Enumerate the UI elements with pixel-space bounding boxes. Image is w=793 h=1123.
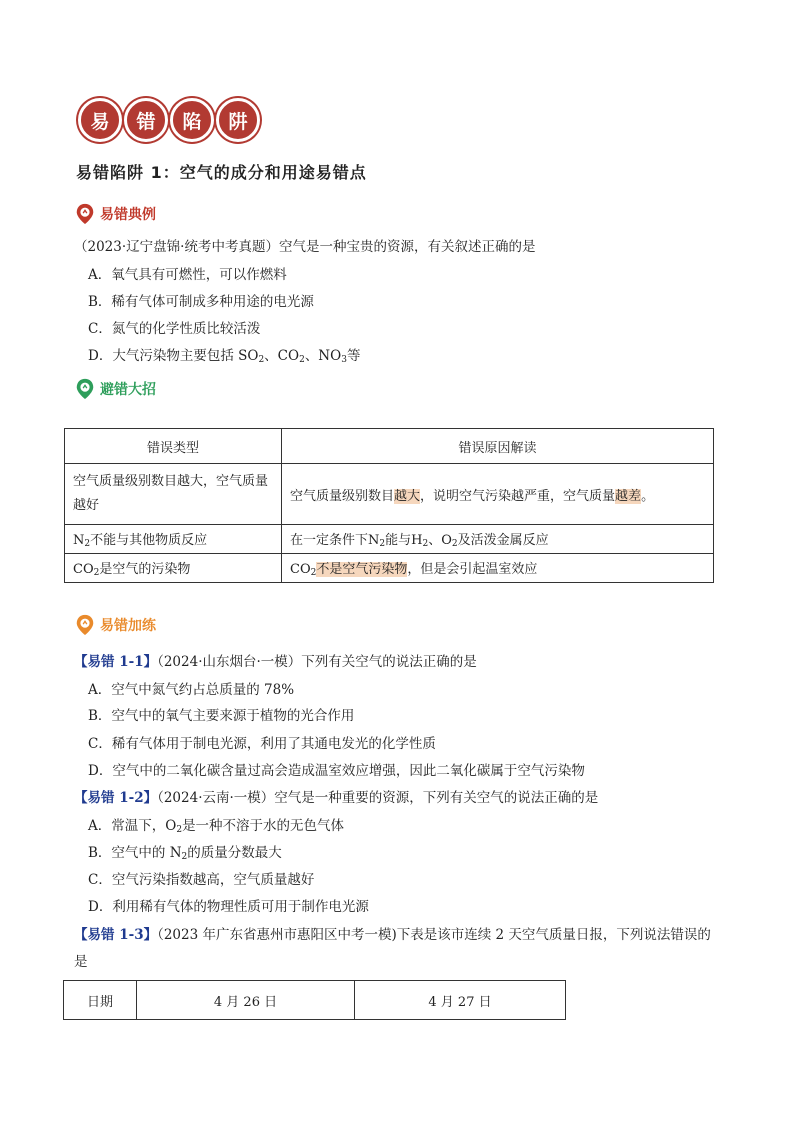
table-cell: 4 月 27 日 [355, 981, 566, 1020]
example-option-a: A．氧气具有可燃性，可以作燃料 [88, 267, 287, 283]
badge-char: 阱 [216, 98, 260, 142]
question-tag: 【易错 1-1】 [74, 654, 158, 670]
lightbulb-pin-icon [74, 203, 96, 225]
example-section-header [74, 203, 156, 225]
table-cell: 日期 [64, 981, 137, 1020]
table-row [64, 981, 566, 1020]
table-row [65, 525, 714, 554]
question-1-option-b: B．空气中的氧气主要来源于植物的光合作用 [88, 708, 355, 724]
table-cell: $N_2$不能与其他物质反应 [65, 525, 282, 554]
table-row [65, 554, 714, 583]
table-cell: $CO_2$不是空气污染物，但是会引起温室效应 [282, 554, 714, 583]
table-cell: $CO_2$是空气的污染物 [65, 554, 282, 583]
table-cell: 4 月 26 日 [137, 981, 355, 1020]
error-type-table [64, 428, 714, 583]
trap-title: 易错陷阱 1：空气的成分和用途易错点 [76, 163, 367, 182]
badge-char: 错 [124, 98, 168, 142]
question-2-stem: 【易错 1-2】（2024·云南·一模）空气是一种重要的资源，下列有关空气的说法正确的是 [74, 790, 599, 806]
example-option-c: C．氮气的化学性质比较活泼 [88, 321, 261, 337]
question-1-option-c: C．稀有气体用于制电光源，利用了其通电发光的化学性质 [88, 736, 436, 752]
example-stem: （2023·辽宁盘锦·统考中考真题）空气是一种宝贵的资源，有关叙述正确的是 [74, 239, 536, 255]
question-2-option-c: C．空气污染指数越高，空气质量越好 [88, 872, 315, 888]
question-1-option-d: D．空气中的二氧化碳含量过高会造成温室效应增强，因此二氧化碳属于空气污染物 [88, 763, 585, 779]
question-3-stem-continued: 是 [74, 954, 88, 970]
table-cell: 空气质量级别数目越大，空气质量越好 [65, 464, 282, 525]
practice-label: 易错加练 [100, 618, 156, 634]
question-2-option-a: A．常温下，$O_2$是一种不溶于水的无色气体 [88, 818, 345, 835]
question-2-option-b: B．空气中的 $N_2$的质量分数最大 [88, 845, 282, 862]
badge-char: 陷 [170, 98, 214, 142]
question-3-stem: 【易错 1-3】（2023 年广东省惠州市惠阳区中考一模)下表是该市连续 2 天空气质量日报，下列说法错误的 [74, 927, 711, 943]
question-tag: 【易错 1-3】 [74, 927, 158, 943]
example-option-d: D．大气污染物主要包括 $SO_2$、$CO_2$、$NO_3$等 [88, 348, 361, 365]
question-1-option-a: A．空气中氮气约占总质量的 78% [88, 682, 295, 698]
table-cell: 在一定条件下$N_2$能与$H_2$、$O_2$及活泼金属反应 [282, 525, 714, 554]
air-quality-table [63, 980, 566, 1020]
table-row [65, 429, 714, 464]
table-cell: 空气质量级别数目越大，说明空气污染越严重，空气质量越差。 [282, 464, 714, 525]
title-badge [78, 98, 260, 142]
avoid-section-header [74, 378, 156, 400]
question-1-stem: 【易错 1-1】（2024·山东烟台·一模）下列有关空气的说法正确的是 [74, 654, 477, 670]
example-option-b: B．稀有气体可制成多种用途的电光源 [88, 294, 314, 310]
avoid-label: 避错大招 [100, 382, 156, 398]
table-row [65, 464, 714, 525]
lightbulb-pin-icon [74, 614, 96, 636]
practice-section-header [74, 614, 156, 636]
lightbulb-pin-icon [74, 378, 96, 400]
question-2-option-d: D．利用稀有气体的物理性质可用于制作电光源 [88, 899, 369, 915]
question-tag: 【易错 1-2】 [74, 790, 158, 806]
badge-char: 易 [78, 98, 122, 142]
table-header-cell: 错误原因解读 [282, 429, 714, 464]
example-label: 易错典例 [100, 207, 156, 223]
table-header-cell: 错误类型 [65, 429, 282, 464]
